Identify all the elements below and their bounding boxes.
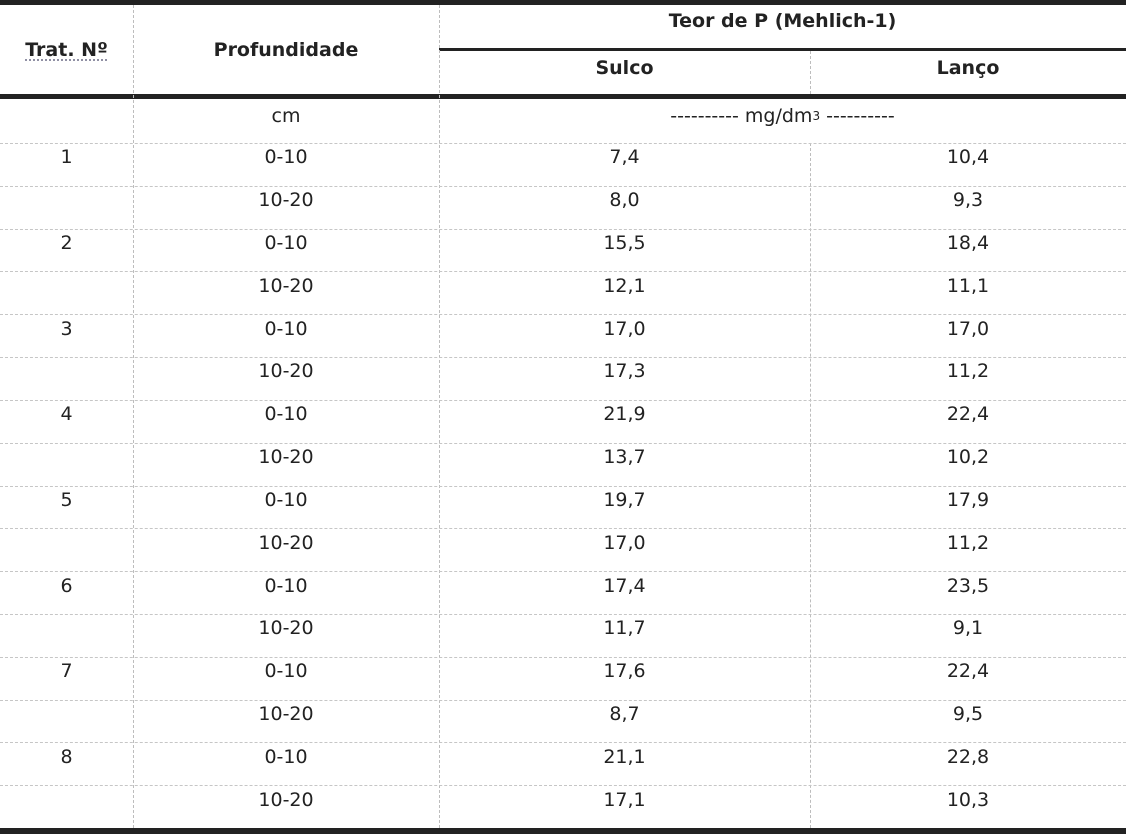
cell-trat: 6 bbox=[60, 574, 73, 597]
cell-sulco: 12,1 bbox=[603, 274, 646, 297]
cell-lanco: 22,8 bbox=[946, 745, 990, 768]
cell-sulco: 8,7 bbox=[609, 702, 640, 725]
cell-prof: 10-20 bbox=[258, 189, 314, 212]
cell-prof: 10-20 bbox=[258, 531, 314, 554]
cell-lanco: 9,1 bbox=[952, 617, 984, 640]
cell-sulco: 7,4 bbox=[609, 146, 640, 169]
cell-lanco: 9,5 bbox=[952, 702, 984, 725]
cell-trat bbox=[0, 186, 133, 215]
cell-trat: 4 bbox=[60, 403, 73, 426]
cell-lanco: 10,4 bbox=[946, 146, 990, 169]
cell-lanco: 17,0 bbox=[946, 317, 990, 340]
unit-teor-exp: 3 bbox=[812, 109, 821, 123]
cell-prof: 0-10 bbox=[264, 488, 308, 511]
cell-lanco: 10,3 bbox=[946, 788, 990, 811]
cell-sulco: 8,0 bbox=[609, 189, 640, 212]
cell-lanco: 23,5 bbox=[946, 574, 990, 597]
unit-teor-prefix: ---------- mg/dm bbox=[670, 105, 813, 127]
cell-prof: 0-10 bbox=[264, 403, 308, 426]
cell-trat: 8 bbox=[60, 745, 73, 768]
cell-trat bbox=[0, 614, 133, 643]
cell-prof: 0-10 bbox=[264, 660, 308, 683]
header-teor-group: Teor de P (Mehlich-1) bbox=[668, 10, 897, 32]
cell-trat bbox=[0, 785, 133, 814]
cell-trat bbox=[0, 528, 133, 557]
cell-prof: 0-10 bbox=[264, 745, 308, 768]
cell-prof: 10-20 bbox=[258, 446, 314, 469]
header-lanco: Lanço bbox=[936, 56, 1000, 79]
bottom-rule bbox=[0, 828, 1126, 834]
cell-prof: 0-10 bbox=[264, 232, 308, 255]
cell-sulco: 21,1 bbox=[603, 745, 646, 768]
cell-sulco: 21,9 bbox=[603, 403, 646, 426]
cell-prof: 10-20 bbox=[258, 617, 314, 640]
cell-trat bbox=[0, 357, 133, 386]
cell-lanco: 11,2 bbox=[946, 531, 990, 554]
cell-lanco: 22,4 bbox=[946, 660, 990, 683]
cell-sulco: 17,3 bbox=[603, 360, 646, 383]
cell-sulco: 17,0 bbox=[603, 317, 646, 340]
cell-lanco: 17,9 bbox=[946, 488, 990, 511]
header-sulco: Sulco bbox=[595, 56, 654, 79]
cell-sulco: 19,7 bbox=[603, 488, 646, 511]
cell-sulco: 17,4 bbox=[603, 574, 646, 597]
cell-prof: 0-10 bbox=[264, 146, 308, 169]
cell-trat bbox=[0, 271, 133, 300]
cell-sulco: 17,6 bbox=[603, 660, 646, 683]
cell-lanco: 9,3 bbox=[952, 189, 984, 212]
cell-sulco: 17,0 bbox=[603, 531, 646, 554]
cell-prof: 10-20 bbox=[258, 702, 314, 725]
cell-sulco: 13,7 bbox=[603, 446, 646, 469]
cell-sulco: 11,7 bbox=[603, 617, 646, 640]
cell-lanco: 11,1 bbox=[946, 274, 990, 297]
cell-trat bbox=[0, 700, 133, 729]
unit-teor bbox=[439, 99, 1126, 133]
cell-lanco: 11,2 bbox=[946, 360, 990, 383]
cell-trat bbox=[0, 443, 133, 472]
cell-prof: 10-20 bbox=[258, 274, 314, 297]
cell-prof: 10-20 bbox=[258, 360, 314, 383]
cell-trat: 3 bbox=[60, 317, 73, 340]
header-trat bbox=[0, 5, 133, 94]
cell-prof: 0-10 bbox=[264, 574, 308, 597]
cell-lanco: 22,4 bbox=[946, 403, 990, 426]
header-trat-label: Trat. Nº bbox=[25, 38, 108, 61]
unit-profundidade: cm bbox=[271, 105, 301, 127]
cell-trat: 5 bbox=[60, 488, 73, 511]
cell-sulco: 17,1 bbox=[603, 788, 646, 811]
cell-trat: 7 bbox=[60, 660, 73, 683]
cell-trat: 1 bbox=[60, 146, 73, 169]
cell-lanco: 18,4 bbox=[946, 232, 990, 255]
cell-lanco: 10,2 bbox=[946, 446, 990, 469]
cell-prof: 0-10 bbox=[264, 317, 308, 340]
unit-teor-suffix: ---------- bbox=[820, 105, 895, 127]
cell-sulco: 15,5 bbox=[603, 232, 646, 255]
header-profundidade: Profundidade bbox=[213, 38, 359, 61]
cell-prof: 10-20 bbox=[258, 788, 314, 811]
cell-trat: 2 bbox=[60, 232, 73, 255]
